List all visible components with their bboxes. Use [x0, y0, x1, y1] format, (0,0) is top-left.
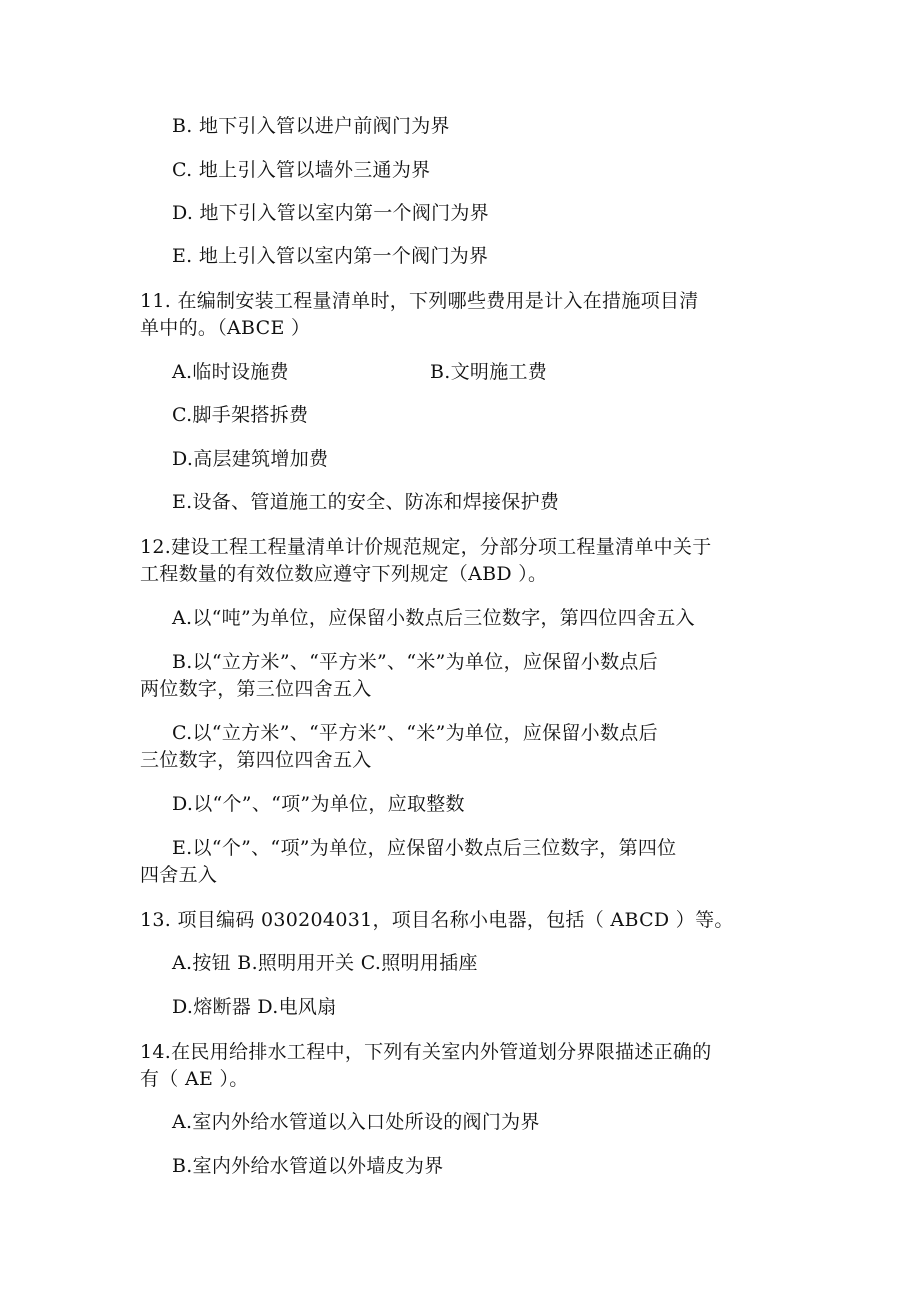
q14-stem-line2: 有（ AE ）。 — [140, 1068, 249, 1090]
q12-option-a: A.以“吨”为单位，应保留小数点后三位数字，第四位四舍五入 — [172, 607, 695, 629]
q10-option-c: C. 地上引入管以墙外三通为界 — [172, 159, 431, 181]
q13-options-line1: A.按钮 B.照明用开关 C.照明用插座 — [172, 952, 478, 974]
q14-option-a: A.室内外给水管道以入口处所设的阀门为界 — [172, 1111, 540, 1133]
q12-option-c-line1: C.以“立方米”、“平方米”、“米”为单位，应保留小数点后 — [172, 722, 658, 744]
q11-option-e: E.设备、管道施工的安全、防冻和焊接保护费 — [172, 491, 560, 513]
q12-option-c-line2: 三位数字，第四位四舍五入 — [140, 749, 372, 771]
q12-option-e-line2: 四舍五入 — [140, 864, 218, 886]
q11-option-a: A.临时设施费 — [172, 361, 289, 383]
q12-option-d: D.以“个”、“项”为单位，应取整数 — [172, 793, 465, 815]
q12-option-e-line1: E.以“个”、“项”为单位，应保留小数点后三位数字，第四位 — [172, 837, 677, 859]
q12-option-b-line1: B.以“立方米”、“平方米”、“米”为单位，应保留小数点后 — [172, 651, 658, 673]
q11-option-d: D.高层建筑增加费 — [172, 448, 329, 470]
q14-option-b: B.室内外给水管道以外墙皮为界 — [172, 1155, 444, 1177]
q12-stem-line2: 工程数量的有效位数应遵守下列规定（ABD ）。 — [140, 563, 548, 585]
q14-stem-line1: 14.在民用给排水工程中，下列有关室内外管道划分界限描述正确的 — [140, 1041, 712, 1063]
q11-stem-line2: 单中的。（ABCE ） — [140, 317, 311, 339]
q11-option-b: B.文明施工费 — [430, 361, 548, 383]
q11-stem-line1: 11. 在编制安装工程量清单时，下列哪些费用是计入在措施项目清 — [140, 290, 699, 312]
q12-stem-line1: 12.建设工程工程量清单计价规范规定，分部分项工程量清单中关于 — [140, 536, 712, 558]
q13-stem: 13. 项目编码 030204031，项目名称小电器，包括（ ABCD ）等。 — [140, 909, 734, 931]
q11-option-c: C.脚手架搭拆费 — [172, 404, 309, 426]
q13-options-line2: D.熔断器 D.电风扇 — [172, 996, 337, 1018]
q10-option-b: B. 地下引入管以进户前阀门为界 — [172, 115, 450, 137]
q10-option-e: E. 地上引入管以室内第一个阀门为界 — [172, 245, 489, 267]
q12-option-b-line2: 两位数字，第三位四舍五入 — [140, 678, 372, 700]
q10-option-d: D. 地下引入管以室内第一个阀门为界 — [172, 202, 490, 224]
